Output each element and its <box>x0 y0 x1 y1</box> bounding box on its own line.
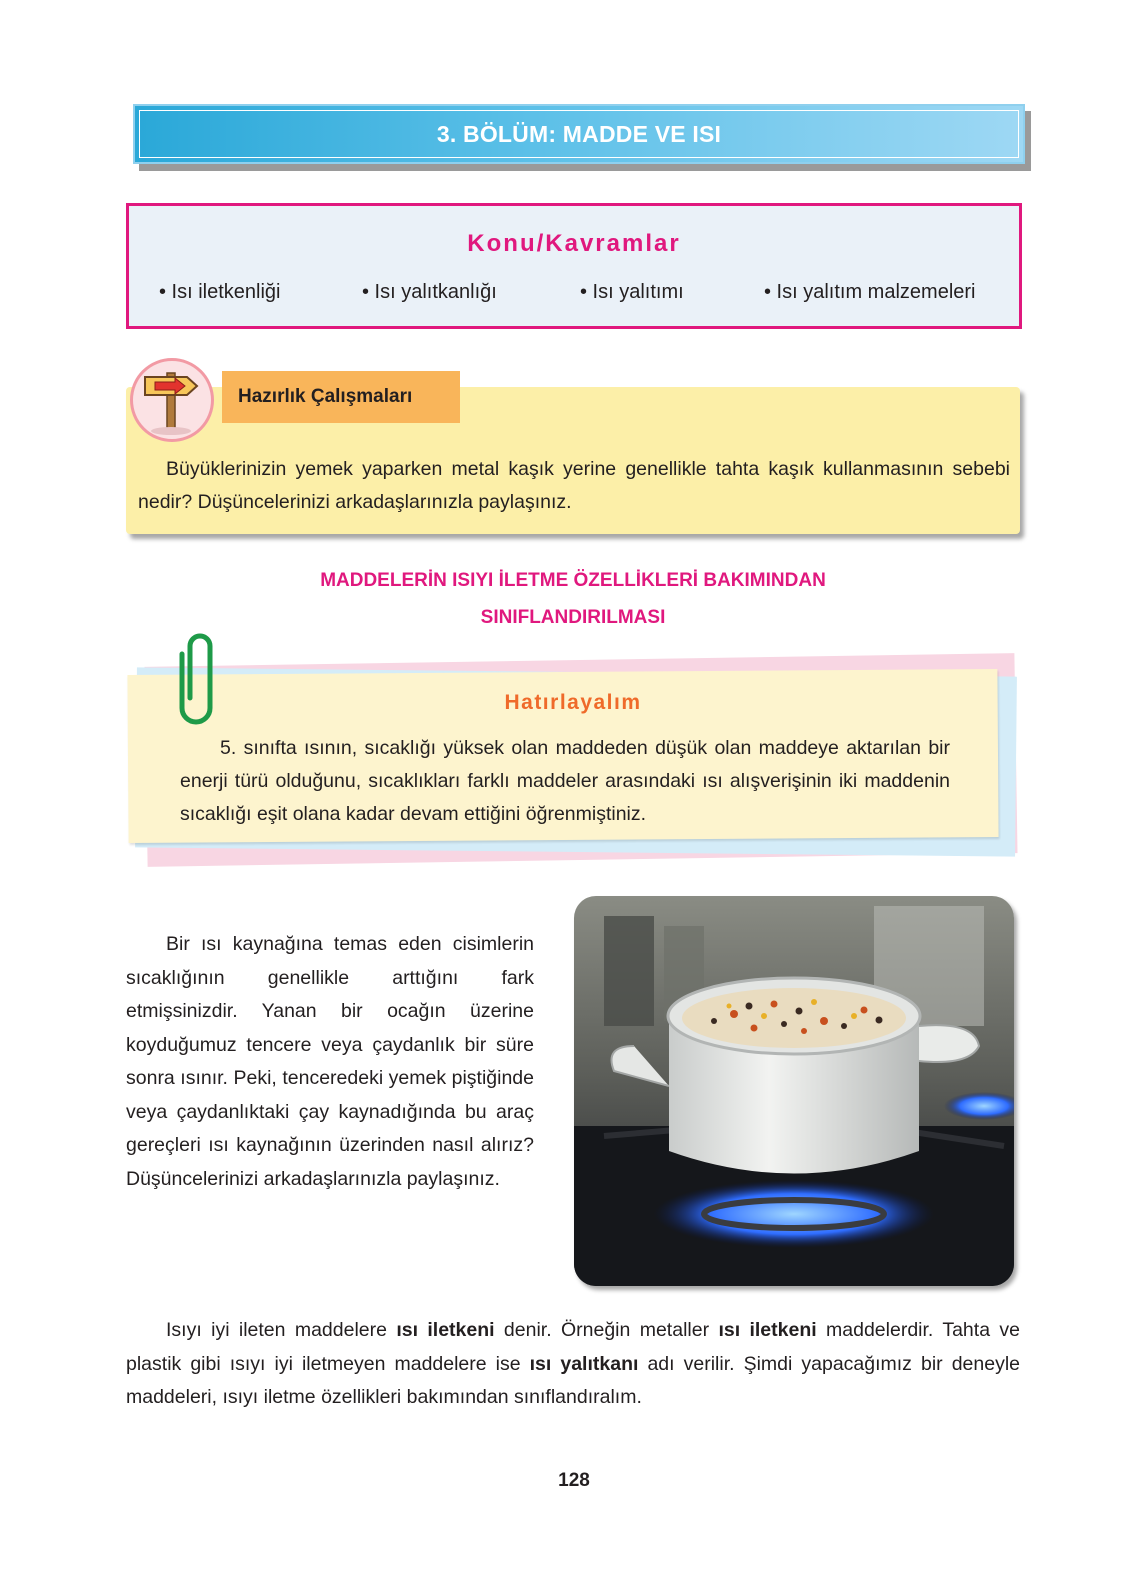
page-number: 128 <box>558 1470 590 1491</box>
definition-text: denir. Örneğin metaller <box>494 1319 719 1341</box>
concepts-box <box>126 203 1022 329</box>
section-heading-line2: SINIFLANDIRILMASI <box>480 607 666 628</box>
stove-paragraph: Bir ısı kaynağına temas eden cisimlerin sıcaklığının genellikle arttığını fark etmişsinizdir. Yanan bir ocağın üzerine koyduğumuz tencere veya çaydanlık bir süre sonra ısınır. Peki, tenceredeki yemek piştiğinde veya çaydanlıktaki çay kaynadığında bu araç gereçleri ısı kaynağının üzerinden nasıl alırız? Düşüncelerinizi arkadaşlarınızla paylaşınız. <box>126 933 534 1190</box>
signpost-icon <box>130 358 214 442</box>
concept-item: • Isı yalıtımı <box>580 281 684 303</box>
definition-paragraph <box>126 1314 1020 1415</box>
preparation-text: Büyüklerinizin yemek yaparken metal kaşık yerine genellikle tahta kaşık kullanmasının sebebi nedir? Düşüncelerinizi arkadaşlarınızla paylaşınız. <box>138 458 1010 513</box>
term-heat-insulator: ısı yalıtkanı <box>529 1352 639 1375</box>
definition-text: adı verilir. Şimdi yapacağımız bir deneyle maddeleri, ısıyı iletme özellikleri bakımından sınıflandıralım. <box>126 1352 1020 1408</box>
concept-item: • Isı yalıtım malzemeleri <box>764 281 976 303</box>
chapter-title: 3. BÖLÜM: MADDE VE ISI <box>436 120 722 147</box>
definition-text: maddelerdir. Tahta ve plastik gibi ısıyı iyi iletmeyen maddelere ise <box>126 1319 1020 1375</box>
concept-item: • Isı iletkenliği <box>159 281 281 303</box>
remember-title: Hatırlayalım <box>504 691 642 714</box>
preparation-label: Hazırlık Çalışmaları <box>238 386 413 407</box>
chapter-banner <box>133 104 1025 164</box>
concepts-title: Konu/Kavramlar <box>467 230 681 257</box>
concept-item: • Isı yalıtkanlığı <box>362 281 497 303</box>
definition-text: Isıyı iyi ileten maddelere <box>166 1319 397 1341</box>
section-heading-line1: MADDELERİN ISIYI İLETME ÖZELLİKLERİ BAKIMINDAN <box>320 570 826 591</box>
term-heat-conductor: ısı iletkeni <box>396 1319 495 1341</box>
pot-on-stove-photo <box>574 896 1014 1286</box>
chapter-banner-inner <box>139 110 1019 158</box>
term-heat-conductor: ısı iletkeni <box>718 1319 817 1341</box>
remember-text: 5. sınıfta ısının, sıcaklığı yüksek olan maddeden düşük olan maddeye aktarılan bir enerji türü olduğunu, sıcaklıkları farklı maddeler arasındaki ısı alışverişinin iki maddenin sıcaklığı eşit olana kadar devam ettiğini öğrenmiştiniz. <box>180 737 950 825</box>
preparation-tab <box>222 371 460 423</box>
paperclip-icon <box>176 628 222 726</box>
